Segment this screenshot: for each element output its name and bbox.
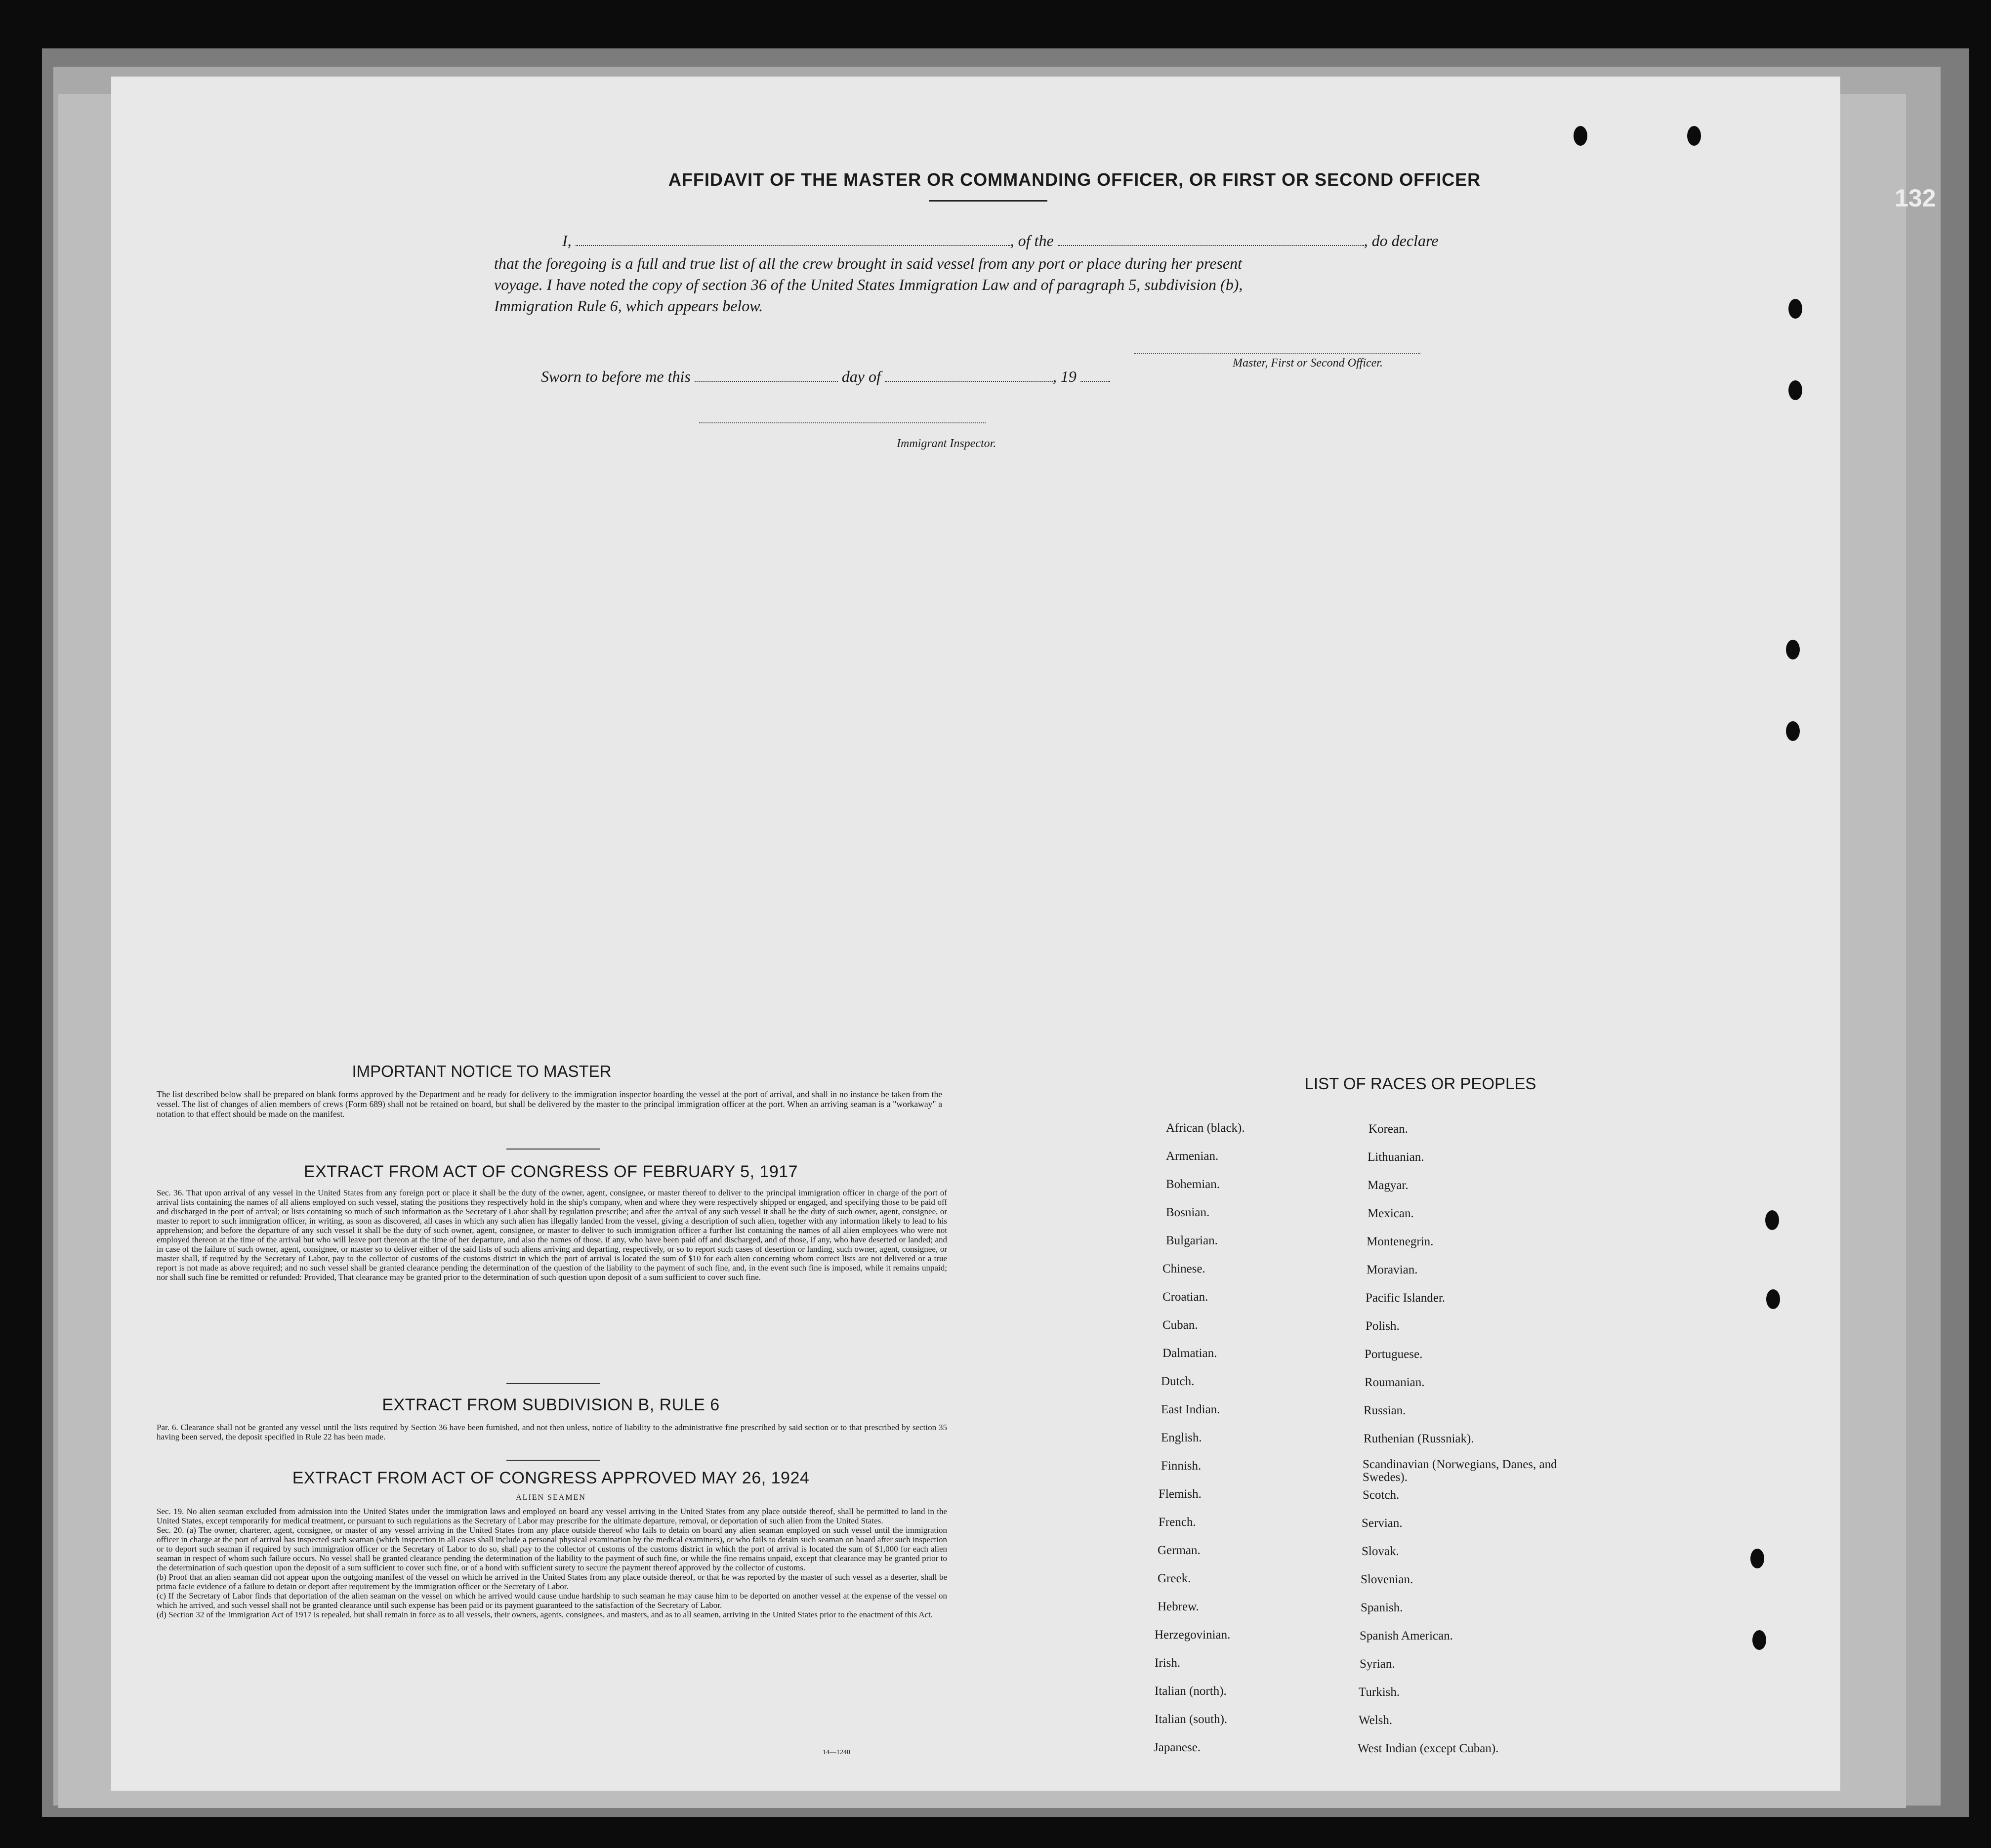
race-right-item: Roumanian.	[1365, 1376, 1425, 1389]
affidavit-line-2: that the foregoing is a full and true list of all the crew brought in said vessel from any port or place during her present	[494, 254, 1242, 272]
race-right-item: Korean.	[1369, 1122, 1408, 1136]
race-right-item: Polish.	[1366, 1319, 1400, 1333]
declare-text: , do declare	[1364, 232, 1439, 249]
race-left-item: Irish.	[1155, 1656, 1181, 1670]
binder-hole	[1788, 299, 1802, 319]
race-left-item: Chinese.	[1162, 1262, 1205, 1275]
race-right-item: Slovenian.	[1361, 1573, 1413, 1586]
races-title: LIST OF RACES OR PEOPLES	[1304, 1074, 1536, 1093]
race-left-item: Italian (south).	[1155, 1713, 1228, 1726]
title-rule	[929, 200, 1047, 202]
binder-hole	[1786, 721, 1800, 741]
race-left-item: Flemish.	[1159, 1487, 1202, 1501]
race-right-item: West Indian (except Cuban).	[1358, 1742, 1499, 1755]
race-left-item: Japanese.	[1154, 1741, 1201, 1754]
race-left-item: French.	[1159, 1516, 1196, 1529]
sec20c-text: (c) If the Secretary of Labor finds that deportation of the alien seaman on the vessel on which he arrived would cause undue hardship to such seaman he may cause him to be deported on another vessel at the expense of the vessel on which he arrived, and such vessel shall not be granted clearance until such expense has been paid or its payment guaranteed to the satisfaction of the Secretary of Labor.	[157, 1591, 947, 1610]
race-left-item: Armenian.	[1166, 1150, 1219, 1163]
affidavit-i-text: I,	[562, 232, 572, 249]
race-left-item: Bosnian.	[1166, 1206, 1210, 1219]
binder-hole	[1750, 1549, 1764, 1568]
race-right-item: Magyar.	[1368, 1179, 1409, 1192]
race-left-item: Italian (north).	[1155, 1684, 1227, 1698]
binder-hole	[1766, 1289, 1780, 1309]
binder-hole	[1752, 1630, 1766, 1650]
notice-body: The list described below shall be prepared on blank forms approved by the Department and be ready for delivery to the immigration inspector boarding the vessel at the port of arrival, and shall in no instance be taken from the vessel. The list of changes of alien members of crews (Form 689) shall not be retained on board, but shall be delivered by the master to the principal immigration officer at the port. When an arriving seaman is a "workaway" a notation to that effect should be made on the manifest.	[157, 1089, 942, 1119]
affidavit-title: AFFIDAVIT OF THE MASTER OR COMMANDING OFFICER, OR FIRST OR SECOND OFFICER	[668, 169, 1481, 190]
race-right-item: Moravian.	[1367, 1263, 1418, 1276]
binder-hole	[1687, 126, 1701, 146]
extract-rule6-heading: EXTRACT FROM SUBDIVISION B, RULE 6	[382, 1396, 720, 1414]
race-right-item: Lithuanian.	[1368, 1150, 1424, 1164]
race-left-item: Dalmatian.	[1162, 1347, 1217, 1360]
race-left-item: Finnish.	[1161, 1459, 1202, 1473]
race-right-item: Turkish.	[1359, 1685, 1400, 1699]
document-page	[111, 77, 1840, 1791]
race-right-item: Russian.	[1364, 1404, 1406, 1417]
name-blank[interactable]	[576, 234, 1010, 246]
race-right-item: Ruthenian (Russniak).	[1364, 1432, 1474, 1445]
extract-1917-heading: EXTRACT FROM ACT OF CONGRESS OF FEBRUARY 5, 1917	[303, 1162, 798, 1181]
race-left-item: Greek.	[1158, 1572, 1191, 1585]
extract-1917-body: Sec. 36. That upon arrival of any vessel in the United States from any foreign port or place it shall be the duty of the owner, agent, consignee, or master thereof to deliver to the principal immigration officer in charge of the port of arrival lists containing the names of all aliens employed on such vessel, stating the positions they respectively hold in the ship's company, when and where they were respectively shipped or engaged, and specifying those to be paid off and discharged in the port of arrival; or lists containing so much of such information as the Secretary of Labor shall by regulation prescribe; and after the arrival of any such vessel it shall be the duty of such owner, agent, consignee, or master to report to such immigration officer, in writing, as soon as discovered, all cases in which any such alien has illegally landed from the vessel, giving a description of such alien, together with any information likely to lead to his apprehension; and before the departure of any such vessel it shall be the duty of such owner, agent, consignee, or master to deliver to such immigration officer a further list containing the names of all alien employees who were not employed thereon at the time of the arrival but who will leave port thereon at the time of her departure, and also the names of those, if any, who have been paid off and discharged, and of those, if any, who have deserted or landed; and in case of the failure of such owner, agent, consignee, or master so to deliver either of the said lists of such aliens arriving and departing, respectively, or so to report such cases of desertion or landing, such owner, agent, consignee, or master shall, if required by the Secretary of Labor, pay to the collector of customs of the customs district in which the port of arrival is located the sum of $10 for each alien concerning whom correct lists are not delivered or a true report is not made as above required; and no such vessel shall be granted clearance pending the determination of the question of the liability to the payment of such fine, and, in the event such fine is imposed, while it remains unpaid; nor shall such fine be remitted or refunded: Provided, That clearance may be granted prior to the determination of such question upon deposit of a sum sufficient to cover such fine.	[157, 1188, 947, 1282]
race-right-item: Servian.	[1362, 1517, 1403, 1530]
notice-title: IMPORTANT NOTICE TO MASTER	[352, 1062, 612, 1080]
affidavit-line-1	[543, 230, 1566, 251]
page-number: 132	[1895, 184, 1936, 212]
race-left-item: Dutch.	[1161, 1375, 1195, 1388]
section-divider	[506, 1149, 600, 1150]
extract-1924-heading: EXTRACT FROM ACT OF CONGRESS APPROVED MAY 26, 1924	[292, 1469, 810, 1487]
section-divider	[506, 1383, 600, 1384]
race-left-item: East Indian.	[1161, 1403, 1220, 1416]
race-right-item: Portuguese.	[1365, 1348, 1423, 1361]
affidavit-line-4: Immigration Rule 6, which appears below.	[494, 297, 763, 315]
master-signature-label: Master, First or Second Officer.	[1233, 357, 1383, 370]
binder-hole	[1788, 380, 1802, 400]
race-left-item: Bulgarian.	[1166, 1234, 1218, 1247]
extract-1924-body	[157, 1507, 947, 1619]
sec20d-text: (d) Section 32 of the Immigration Act of 1917 is repealed, but shall remain in force as to all vessels, their owners, agents, consignees, and masters, and as to all seamen, arriving in the United States prior to the enactment of this Act.	[157, 1610, 933, 1619]
race-left-item: Herzegovinian.	[1155, 1628, 1231, 1642]
race-left-item: Croatian.	[1162, 1290, 1208, 1304]
race-left-item: English.	[1161, 1431, 1202, 1444]
alien-seamen-subheading: ALIEN SEAMEN	[516, 1493, 586, 1502]
race-right-item: Slovak.	[1362, 1545, 1399, 1558]
binder-hole	[1786, 640, 1800, 659]
sec20b-text: (b) Proof that an alien seaman did not appear upon the outgoing manifest of the vessel on which he arrived in the United States from any place outside thereof, or that he was reported by the master of such vessel as a deserter, shall be prima facie evidence of a failure to detain or deport after requirement by the immigration officer or the Secretary of Labor.	[157, 1572, 947, 1591]
form-number: 14—1240	[823, 1749, 850, 1756]
race-right-item: Pacific Islander.	[1366, 1291, 1446, 1305]
sec19-text: Sec. 19. No alien seaman excluded from admission into the United States under the immigration laws and employed on board any vessel arriving in the United States from any place outside thereof, shall be permitted to land in the United States, except temporarily for medical treatment, or pursuant to such regulations as the Secretary of Labor may prescribe for the ultimate departure, removal, or deportation of such alien from the United States.	[157, 1507, 947, 1525]
month-blank[interactable]	[885, 370, 1053, 382]
sworn-line	[541, 366, 1282, 387]
race-left-item: German.	[1158, 1544, 1201, 1557]
year-blank[interactable]	[1080, 370, 1110, 382]
race-right-item: Montenegrin.	[1367, 1235, 1434, 1248]
race-right-item: Scotch.	[1363, 1488, 1400, 1502]
race-right-item: Scandinavian (Norwegians, Danes, and Swedes).	[1363, 1458, 1557, 1484]
race-right-item: Mexican.	[1368, 1207, 1414, 1220]
race-right-item: Spanish.	[1361, 1601, 1403, 1614]
sec20a-text: Sec. 20. (a) The owner, charterer, agent, consignee, or master of any vessel arriving in the United States from any place outside thereof who fails to detain on board any alien seaman employed on such vessel until the immigration officer in charge at the port of arrival has inspected such seaman (which inspection in all cases shall include a personal physical examination by the medical examiners), or who fails to detain such seaman on board after such inspection or to deport such seaman if required by such immigration officer or the Secretary of Labor to do so, shall pay to the collector of customs of the customs district in which the port of arrival is located the sum of $1,000 for each alien seaman in respect of whom such failure occurs. No vessel shall be granted clearance pending the determination of the liability to the payment of such fine, or while the fine remains unpaid, except that clearance may be granted prior to the determination of such question upon the deposit of a sum sufficient to cover such fine, or of a bond with sufficient surety to secure the payment thereof approved by the collector of customs.	[157, 1525, 947, 1572]
race-right-item: Syrian.	[1360, 1657, 1395, 1671]
race-left-item: African (black).	[1166, 1121, 1245, 1135]
sworn-text: Sworn to before me this	[541, 368, 691, 385]
binder-hole	[1765, 1210, 1779, 1230]
day-of-text: day of	[841, 368, 881, 385]
year-text: , 19	[1052, 368, 1077, 385]
inspector-label: Immigrant Inspector.	[897, 437, 996, 450]
extract-rule6-body: Par. 6. Clearance shall not be granted any vessel until the lists required by Section 36 have been furnished, and not then unless, notice of liability to the administrative fine prescribed by said section or to that prescribed by section 35 having been served, the deposit specified in Rule 22 has been made.	[157, 1423, 947, 1441]
race-left-item: Bohemian.	[1166, 1178, 1220, 1191]
day-blank[interactable]	[695, 370, 838, 382]
race-right-item: Welsh.	[1359, 1714, 1393, 1727]
race-left-item: Hebrew.	[1158, 1600, 1199, 1613]
race-right-item: Spanish American.	[1360, 1629, 1453, 1643]
vessel-blank[interactable]	[1058, 234, 1364, 246]
race-left-item: Cuban.	[1162, 1318, 1198, 1332]
inspector-signature-line[interactable]	[699, 422, 986, 423]
of-the-text: , of the	[1010, 232, 1054, 249]
affidavit-line-3: voyage. I have noted the copy of section 36 of the United States Immigration Law and of paragraph 5, subdivision (b),	[494, 276, 1243, 293]
section-divider	[506, 1460, 600, 1461]
master-signature-line[interactable]	[1134, 353, 1420, 354]
binder-hole	[1574, 126, 1587, 146]
